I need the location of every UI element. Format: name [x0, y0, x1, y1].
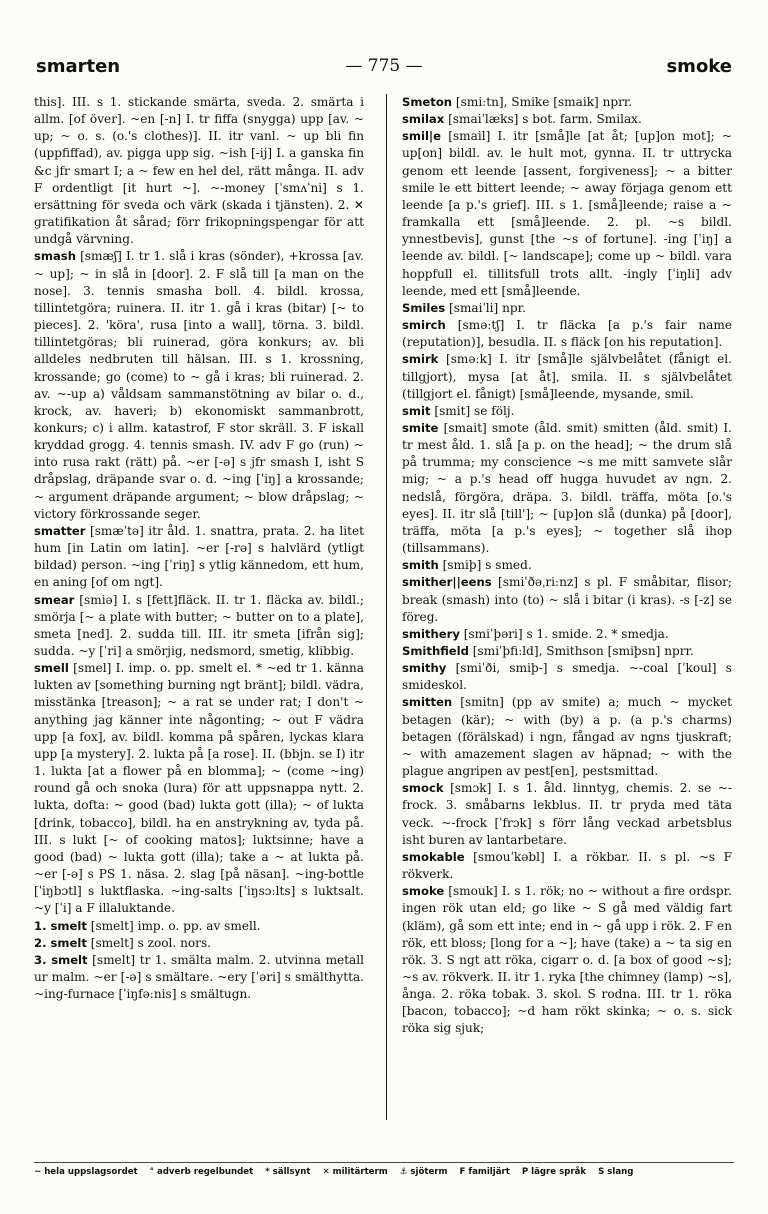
headword: 2. smelt: [34, 935, 87, 950]
right-guide-word: smoke: [666, 56, 732, 77]
entry: [34, 248, 364, 523]
definition: [smelt] tr 1. smälta malm. 2. utvinna metall ur malm. ~er [-ə] s smältare. ~ery [ˈəri] s smälthytta. ~ing-furnace [ˈiŋfəːnis] s smältugn.: [34, 952, 364, 1002]
definition: this]. III. s 1. stickande smärta, sveda. 2. smärta i allm. [of över]. ~en [-n] I. tr fiffa (snygga) upp [av. ~ up; ~ o. s. (o.'s clothes)]. II. itr vanl. ~ up bli fin (uppfiffad), av. pigga upp sig. ~ish [-ij] I. a ganska fin &c jfr smart I; a ~ few en hel del, rätt många. II. adv F ordentligt [it hurt ~]. ~-money [ˈsmʌˈni] s 1. ersättning för sveda och värk (skada i tjänsten). 2. ✕ gratifikation åt sårad; förr frikopningspengar för att undgå värvning.: [34, 95, 364, 247]
left-column: [34, 94, 364, 1120]
headword: smilax: [402, 112, 445, 127]
legend-item: S slang: [598, 1167, 634, 1177]
headword: smithy: [402, 661, 447, 676]
entry: [402, 351, 732, 402]
headword: 3. smelt: [34, 952, 88, 967]
definition: [smel] I. imp. o. pp. smelt el. * ~ed tr 1. känna lukten av [something burning ngt bränt]; bildl. vädra, misstänka [treason]; ~ a rat se under rat; I don't ~ anything jag känner inte någonting; ~ out F vädra upp [a fox], av. bildl. komma på spåren, lyckas klara upp [a mystery]. 2. lukta på [a rose]. II. (bbjn. se I) itr 1. lukta [at a flower på en blomma]; ~ (come ~ing) round gå och snoka (lura) för att uppsnappa nytt. 2. lukta, dofta: ~ good (bad) lukta gott (illa); ~ of lukta [drink, tobacco], bildl. ha en anstrykning av, tyda på. III. s lukt [~ of cooking matos]; luktsinne; have a good (bad) ~ lukta gott (illa); take a ~ at lukta på. ~er [-ə] s PS 1. näsa. 2. slag [på näsan]. ~ing-bottle [ˈiŋbɔtl] s luktflaska. ~ing-salts [ˈiŋsɔːlts] s luktsalt. ~y [ˈi] a F illaluktande.: [34, 661, 364, 916]
legend-item: ⚓ sjöterm: [399, 1167, 448, 1177]
entry: [402, 849, 732, 883]
definition: [sməːtʃ] I. tr fläcka [a p.'s fair name (reputation)], besudla. II. s fläck [on his reputation].: [402, 318, 732, 350]
entry: [402, 643, 732, 660]
entry: [402, 128, 732, 300]
page-header: [36, 56, 732, 82]
definition: [smelt] imp. o. pp. av smell.: [90, 918, 261, 933]
headword: smokable: [402, 849, 465, 864]
dictionary-columns: [34, 94, 734, 1120]
legend-item: P lägre språk: [521, 1167, 587, 1177]
headword: Smeton: [402, 95, 453, 109]
definition: [smouˈkəbl] I. a rökbar. II. s pl. ~s F rökverk.: [402, 849, 732, 882]
left-guide-word: smarten: [36, 56, 121, 77]
definition: [smiˈðəˌriːnz] s pl. F småbitar, flisor; break (smash) into (to) ~ slå i bitar (i kras). -s [-z] se föreg.: [402, 575, 732, 624]
definition: [smitn] (pp av smite) a; much ~ mycket betagen (kär); ~ with (by) a p. (a p.'s charms) betagen (förälskad) i ngn, fångad av ngns tjuskraft; ~ with amazement slagen av häpnad; ~ with the plague angripen av pest[en], pestsmittad.: [402, 695, 732, 779]
headword: smell: [34, 661, 69, 676]
entry: [402, 317, 732, 351]
definition: [smelt] s zool. nors.: [90, 935, 212, 950]
definition: [smiˈþəri] s 1. smide. 2. * smedja.: [463, 626, 669, 641]
entry: [402, 574, 732, 625]
entry: [34, 660, 364, 917]
legend-item: * sällsynt: [265, 1167, 311, 1177]
headword: smith: [402, 558, 439, 573]
entry: [402, 300, 732, 317]
definition: [smiːtn], Smike [smaik] nprr.: [455, 95, 633, 109]
headword: smither||eens: [402, 575, 492, 590]
entry: [34, 592, 364, 661]
headword: smit: [402, 403, 431, 418]
definition: [smiˈði, smiþ-] s smedja. ~-coal [ˈkoul] s smideskol.: [402, 661, 732, 693]
headword: Smithfield: [402, 644, 469, 658]
headword: smitten: [402, 695, 453, 710]
definition: [smæˈtə] itr åld. 1. snattra, prata. 2. ha litet hum [in Latin om latin]. ~er [-rə] s halvlärd (ytligt bildad) person. ~ing [ˈriŋ] s ytlig kännedom, ett hum, en aning [of om ngt].: [34, 523, 364, 590]
entry: [402, 420, 732, 557]
headword: 1. smelt: [34, 918, 87, 933]
entry: [402, 883, 732, 1037]
entry: [402, 660, 732, 694]
definition: [sməːk] I. itr [små]le självbelåtet (fånigt el. tillgjort), mysa [at åt], smila. II. s självbelåtet (tillgjort el. fånigt) [små]leende, mysande, smil.: [402, 352, 732, 401]
headword: smock: [402, 781, 444, 796]
definition: [smɔk] I. s 1. åld. linntyg, chemis. 2. se ~-frock. 3. småbarns lekblus. II. tr pryda med täta veck. ~-frock [ˈfrɔk] s förr lång veckad arbetsblus isht buren av lantarbetare.: [402, 781, 732, 847]
definition: [smaiˈlæks] s bot. farm. Smilax.: [448, 112, 642, 127]
definition: [smit] se följ.: [434, 403, 515, 418]
headword: smithery: [402, 626, 460, 641]
entry: [402, 780, 732, 849]
legend-item: ° adverb regelbundet: [149, 1167, 254, 1177]
entry: [34, 935, 364, 952]
page-number: — 775 —: [345, 56, 423, 76]
entry: [402, 557, 732, 574]
headword: smite: [402, 420, 439, 435]
legend-item: ~ hela uppslagsordet: [34, 1167, 138, 1177]
headword: smoke: [402, 884, 445, 899]
definition: [smiə] I. s [fett]fläck. II. tr 1. fläcka av. bildl.; smörja [~ a plate with butter; ~ butter on to a plate], smeta [ned]. 2. sudda till. III. itr smeta [ifrån sig]; sudda. ~y [ˈri] a smörjig, nedsmord, smetig, klibbig.: [34, 592, 364, 658]
headword: smirk: [402, 352, 439, 367]
headword: smatter: [34, 523, 86, 538]
right-column: [402, 94, 732, 1120]
definition: [smait] smote (åld. smit) smitten (åld. smit) I. tr mest åld. 1. slå [a p. on the head]; ~ the drum slå på trumma; my conscience ~s me mitt samvete slår mig; ~ a p.'s head off hugga huvudet av ngn. 2. nedslå, förgöra, dräpa. 3. bildl. träffa, möta [o.'s eyes]. II. itr slå [till']; ~ [up]on slå (dunka) på [door], träffa, möta [a p.'s eyes]; ~ together slå ihop (tillsammans).: [402, 420, 732, 556]
definition: [smaiˈli] npr.: [449, 300, 526, 315]
definition: [smiþ] s smed.: [442, 558, 532, 573]
legend-item: ✕ militärterm: [322, 1167, 388, 1177]
entry: [34, 523, 364, 592]
entry: [34, 918, 364, 935]
headword: smear: [34, 592, 75, 607]
entry: [34, 952, 364, 1003]
definition: [smail] I. itr [små]le [at åt; [up]on mot]; ~ up[on] bildl. av. le hult mot, gynna. II. tr uttrycka genom ett leende [assent, forgiveness]; ~ a bitter smile le ett bittert leende; ~ away förjaga genom ett leende [a p.'s grief]. III. s 1. [små]leende; raise a ~ framkalla ett [små]leende. 2. pl. ~s bildl. ynnestbevis], gunst [the ~s of fortune]. -ing [ˈiŋ] a leende av. bildl. [~ landscape]; come up ~ bildl. vara hoppfull el. tillitsfull trots allt. -ingly [ˈiŋli] adv leende, med ett [små]leende.: [402, 129, 732, 298]
entry: [402, 111, 732, 128]
headword: smil|e: [402, 129, 442, 144]
headword: smash: [34, 249, 76, 264]
legend-item: F familjärt: [459, 1167, 510, 1177]
entry: [402, 626, 732, 643]
entry: [402, 94, 732, 111]
abbreviation-legend: [34, 1162, 734, 1177]
headword: Smiles: [402, 300, 446, 315]
entry: [402, 694, 732, 780]
column-divider: [386, 94, 387, 1120]
entry: [402, 403, 732, 420]
definition: [smouk] I. s 1. rök; no ~ without a fire ordspr. ingen rök utan eld; go like ~ S gå med väldig fart (kläm), gå som ett inte; end in ~ gå upp i rök. 2. F en rök, ett bloss; [long for a ~]; have (take) a ~ ta sig en rök. 3. S ngt att röka, cigarr o. d. [a box of good ~s]; ~s av. rökverk. II. itr 1. ryka [the chimney (lamp) ~s], ånga. 2. röka tobak. 3. skol. S rodna. III. tr 1. röka [bacon, tobacco]; ~d ham rökt skinka; ~ o. s. sick röka sig sjuk;: [402, 884, 732, 1036]
definition: [smiˈþfiːld], Smithson [smiþsn] nprr.: [472, 644, 694, 658]
entry: [34, 94, 364, 248]
headword: smirch: [402, 318, 446, 333]
definition: [smæʃ] I. tr 1. slå i kras (sönder), +krossa [av. ~ up]; ~ in slå in [door]. 2. F slå till [a man on the nose]. 3. tennis smasha boll. 4. bildl. krossa, tillintetgöra; ruinera. II. itr 1. gå i kras (bitar) [~ to pieces]. 2. 'köra', rusa [into a wall], törna. 3. bildl. tillintetgöras; bli ruinerad, göra konkurs; av. bli alldeles nedbruten till hälsan. III. s 1. krossning, krossande; go (come) to ~ gå i kras; bli ruinerad. 2. av. ~-up a) våldsam sammanstötning av bilar o. d., krock, av. haveri; b) ekonomiskt sammanbrott, konkurs; c) i allm. katastrof, F stor skräll. 3. F iskall kryddad grogg. 4. tennis smash. IV. adv F go (run) ~ into rusa rakt (rätt) på. ~er [-ə] s jfr smash I, isht S dråpslag, dräpande svar o. d. ~ing [ˈiŋ] a krossande; ~ argument dräpande argument; ~ blow dråpslag; ~ victory förkrossande seger.: [34, 249, 364, 521]
